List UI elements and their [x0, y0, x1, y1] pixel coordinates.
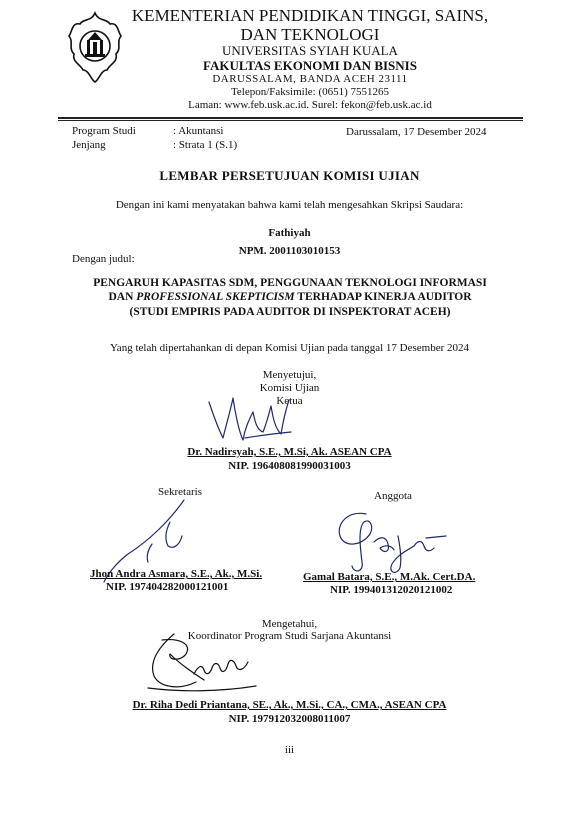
title-label: Dengan judul:	[72, 253, 135, 265]
phone: Telepon/Faksimile: (0651) 7551265	[230, 86, 390, 98]
committee-label: Komisi Ujian	[259, 382, 320, 394]
coordinator-name: Dr. Riha Dedi Priantana, SE., Ak., M.Si., CA., CMA., ASEAN CPA	[132, 699, 447, 711]
coordinator-nip: NIP. 197912032008011007	[228, 713, 351, 725]
intro-text: Dengan ini kami menyatakan bahwa kami telah mengesahkan Skripsi Saudara:	[115, 199, 464, 211]
chair-nip: NIP. 196408081990031003	[228, 460, 351, 472]
approved-label: Menyetujui,	[262, 369, 317, 381]
address: DARUSSALAM, BANDA ACEH 23111	[212, 73, 408, 85]
thesis-title-line3: (STUDI EMPIRIS PADA AUDITOR DI INSPEKTORAT ACEH)	[129, 305, 451, 318]
page-number: iii	[284, 744, 295, 756]
coordinator-role: Koordinator Program Studi Sarjana Akuntansi	[187, 630, 392, 642]
chair-role: Ketua	[276, 395, 303, 407]
chair-signature	[205, 392, 295, 452]
thesis-title-line2-post: TERHADAP KINERJA AUDITOR	[294, 291, 472, 304]
header-divider-thin	[58, 120, 523, 121]
thesis-title-line2	[70, 290, 510, 304]
level-value: : Strata 1 (S.1)	[173, 139, 238, 151]
level-label: Jenjang	[72, 139, 106, 151]
thesis-title-line2-italic: PROFESSIONAL SKEPTICISM	[136, 291, 295, 304]
document-title: LEMBAR PERSETUJUAN KOMISI UJIAN	[159, 168, 420, 183]
member-role: Anggota	[374, 490, 412, 502]
student-npm: NPM. 2001103010153	[238, 245, 341, 257]
web-email: Laman: www.feb.usk.ac.id. Surel: fekon@feb.usk.ac.id	[188, 99, 432, 111]
university-logo	[66, 10, 124, 84]
program-value: : Akuntansi	[173, 125, 224, 137]
student-name: Fathiyah	[268, 227, 311, 239]
member-signature	[330, 506, 450, 578]
member-name: Gamal Batara, S.E., M.Ak. Cert.DA.	[303, 571, 476, 583]
place-date: Darussalam, 17 Desember 2024	[346, 126, 487, 138]
faculty-name: FAKULTAS EKONOMI DAN BISNIS	[203, 58, 417, 73]
ministry-name-line1: KEMENTERIAN PENDIDIKAN TINGGI, SAINS,	[131, 6, 489, 25]
university-name: UNIVERSITAS SYIAH KUALA	[222, 43, 398, 58]
program-label: Program Studi	[72, 125, 136, 137]
defended-statement: Yang telah dipertahankan di depan Komisi Ujian pada tanggal 17 Desember 2024	[109, 342, 470, 354]
ministry-name-line2: DAN TEKNOLOGI	[240, 25, 380, 44]
member-nip: NIP. 199401312020121002	[330, 584, 453, 596]
acknowledged-label: Mengetahui,	[261, 618, 318, 630]
coordinator-signature	[140, 630, 260, 702]
header-divider	[58, 117, 523, 119]
secretary-role: Sekretaris	[158, 486, 202, 498]
thesis-title-line2-pre: DAN	[108, 291, 137, 304]
chair-name: Dr. Nadirsyah, S.E., M.Si, Ak. ASEAN CPA	[187, 446, 392, 458]
secretary-name: Jhon Andra Asmara, S.E., Ak., M.Si.	[90, 568, 263, 580]
thesis-title-line1: PENGARUH KAPASITAS SDM, PENGGUNAAN TEKNOLOGI INFORMASI	[93, 277, 487, 289]
secretary-nip: NIP. 197404282000121001	[106, 581, 229, 593]
thesis-title	[70, 276, 510, 319]
